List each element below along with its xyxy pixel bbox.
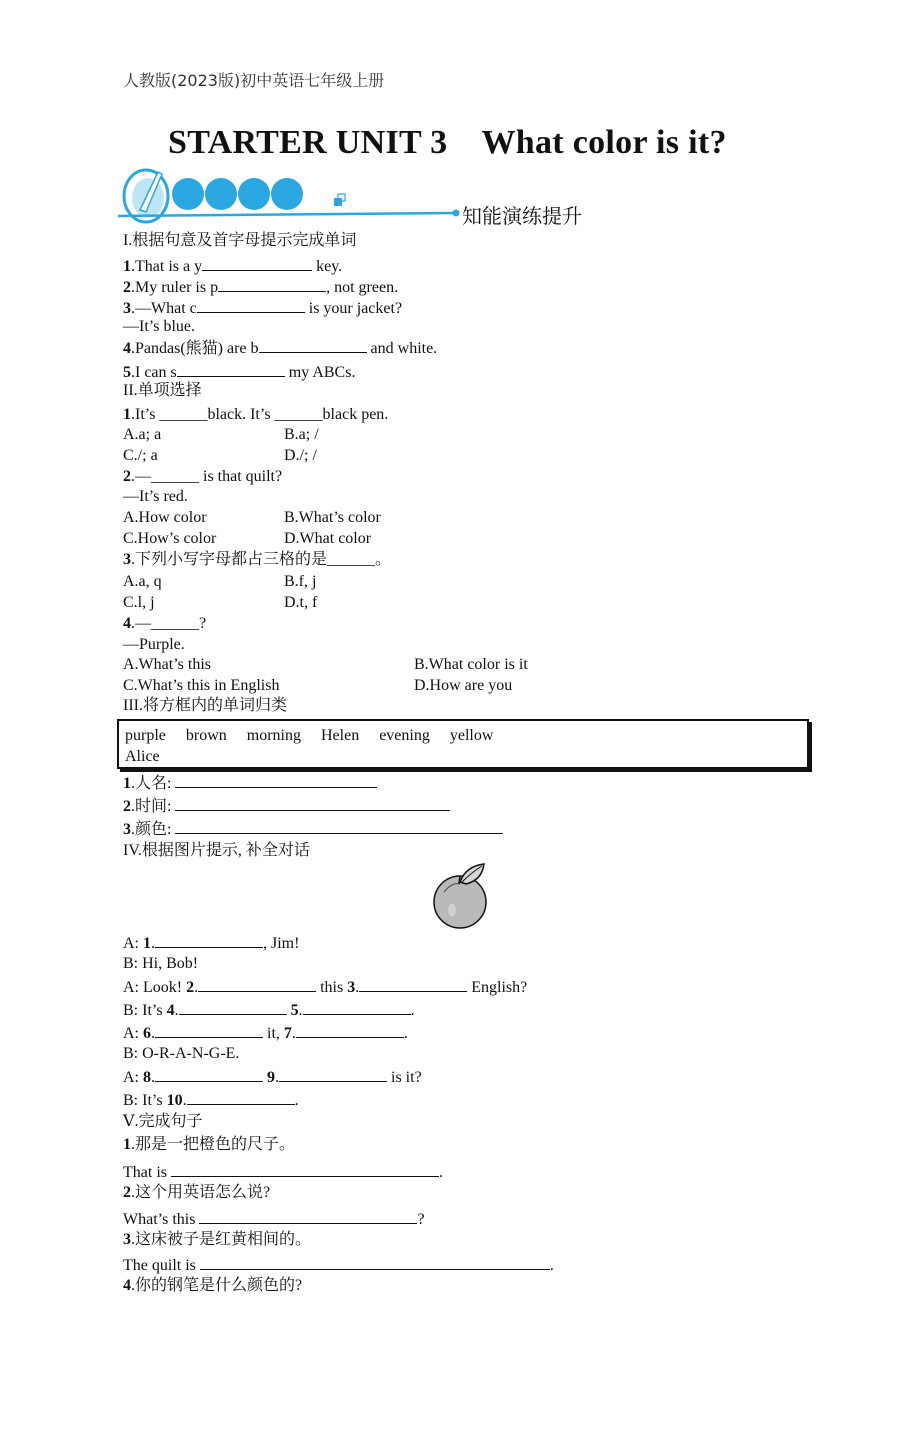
- s2-q2-option-b[interactable]: B.What’s color: [284, 509, 381, 526]
- banner-label: 知能演练提升: [462, 204, 582, 228]
- s2-q4: 4.—______?: [123, 615, 207, 632]
- dialog-blank-5[interactable]: [303, 999, 411, 1015]
- dialog-blank-1[interactable]: [155, 932, 263, 948]
- dialog-blank-6[interactable]: [155, 1022, 263, 1038]
- s2-q4-option-b[interactable]: B.What color is it: [414, 656, 528, 673]
- s2-q1-row1: [123, 425, 523, 445]
- page-title: [168, 124, 727, 162]
- word-item: morning: [246, 727, 301, 744]
- s2-q1-row2: [123, 446, 523, 466]
- s5-q3-en: The quilt is .: [123, 1254, 554, 1276]
- s1-q3-answer: —It’s blue.: [123, 318, 195, 335]
- orange-fruit-icon: [432, 862, 490, 930]
- s1-q1-blank[interactable]: [202, 255, 312, 271]
- header-note: 人教版(2023版)初中英语七年级上册: [123, 71, 385, 90]
- s2-q3-option-d[interactable]: D.t, f: [284, 594, 318, 611]
- s2-q1-option-a[interactable]: A.a; a: [123, 426, 162, 443]
- s1-q4-blank[interactable]: [259, 337, 367, 353]
- word-item: evening: [379, 727, 430, 744]
- s2-q2-option-c[interactable]: C.How’s color: [123, 530, 217, 547]
- s2-q2: 2.—______ is that quilt?: [123, 468, 283, 485]
- s5-q1-en: That is .: [123, 1161, 443, 1183]
- s3-c1: 1.人名:: [123, 772, 377, 794]
- s2-q1: 1.It’s ______black. It’s ______black pen.: [123, 406, 389, 423]
- banner-dot-2: [205, 178, 237, 210]
- s5-q2-en: What’s this ?: [123, 1208, 425, 1230]
- word-box: [117, 719, 809, 769]
- dialog-blank-7[interactable]: [296, 1022, 404, 1038]
- dialog-line-8: B: It’s 10. .: [123, 1089, 299, 1111]
- s1-q5-blank[interactable]: [177, 361, 285, 377]
- banner-line: [118, 213, 454, 216]
- dialog-blank-9[interactable]: [279, 1066, 387, 1082]
- dialog-blank-3[interactable]: [359, 976, 467, 992]
- s2-q1-option-d[interactable]: D./; /: [284, 447, 317, 464]
- s5-q3-cn: 3.这床被子是红黄相间的。: [123, 1231, 312, 1248]
- s2-q3-row2: [123, 593, 523, 613]
- s2-q3-option-c[interactable]: C.l, j: [123, 594, 155, 611]
- s2-q2-option-a[interactable]: A.How color: [123, 509, 207, 526]
- s2-q3-row1: [123, 572, 523, 592]
- s1-q2: 2.My ruler is p , not green.: [123, 276, 398, 298]
- s2-q4-row2: [123, 676, 623, 696]
- dialog-blank-4[interactable]: [179, 999, 287, 1015]
- s5-q2-cn: 2.这个用英语怎么说?: [123, 1184, 271, 1201]
- s2-q2-option-d[interactable]: D.What color: [284, 530, 372, 547]
- banner-dot-4: [271, 178, 303, 210]
- word-item: Helen: [320, 727, 360, 744]
- s3-c3: 3.颜色:: [123, 818, 503, 840]
- word-item: purple: [125, 727, 166, 744]
- s2-q4-row1: [123, 655, 623, 675]
- banner-dot-3: [238, 178, 270, 210]
- s1-q2-blank[interactable]: [218, 276, 326, 292]
- s5-q2-blank[interactable]: [199, 1208, 417, 1224]
- word-item: brown: [185, 727, 227, 744]
- s1-q3: 3.—What c is your jacket?: [123, 297, 402, 319]
- s2-q2-row2: [123, 529, 523, 549]
- section3-heading: III.将方框内的单词归类: [123, 697, 287, 714]
- s3-c1-blank[interactable]: [175, 772, 377, 788]
- banner-dot-1: [172, 178, 204, 210]
- s1-q5: 5.I can s my ABCs.: [123, 361, 355, 383]
- dialog-blank-2[interactable]: [198, 976, 316, 992]
- s2-q3: 3.下列小写字母都占三格的是______。: [123, 551, 392, 568]
- s2-q4-option-c[interactable]: C.What’s this in English: [123, 677, 280, 694]
- word-box-text: [125, 725, 513, 767]
- title-part2: What color is it?: [481, 124, 727, 161]
- s5-q4-cn: 4.你的钢笔是什么颜色的?: [123, 1277, 303, 1294]
- dialog-line-4: B: It’s 4. 5. .: [123, 999, 415, 1021]
- word-box-line2: Alice: [125, 748, 160, 765]
- s3-c2-blank[interactable]: [175, 795, 450, 811]
- s2-q3-option-a[interactable]: A.a, q: [123, 573, 162, 590]
- section5-heading: Ⅴ.完成句子: [123, 1113, 203, 1130]
- s5-q1-cn: 1.那是一把橙色的尺子。: [123, 1136, 296, 1153]
- s5-q3-blank[interactable]: [200, 1254, 550, 1270]
- word-item: yellow: [449, 727, 494, 744]
- dialog-blank-10[interactable]: [187, 1089, 295, 1105]
- s2-q4-option-d[interactable]: D.How are you: [414, 677, 513, 694]
- s2-q1-option-c[interactable]: C./; a: [123, 447, 158, 464]
- s3-c3-blank[interactable]: [175, 818, 503, 834]
- s1-q1: 1.That is a y key.: [123, 255, 342, 277]
- word-box-line1: [125, 725, 513, 746]
- section4-heading: IV.根据图片提示, 补全对话: [123, 842, 310, 859]
- dialog-line-3: A: Look! 2. this 3. English?: [123, 976, 527, 998]
- s2-q2-answer: —It’s red.: [123, 488, 188, 505]
- dialog-blank-8[interactable]: [155, 1066, 263, 1082]
- s5-q1-blank[interactable]: [171, 1161, 439, 1177]
- s2-q4-option-a[interactable]: A.What’s this: [123, 656, 211, 673]
- dialog-line-2: B: Hi, Bob!: [123, 955, 199, 972]
- dialog-line-5: A: 6. it, 7. .: [123, 1022, 408, 1044]
- dialog-line-1: A: 1. , Jim!: [123, 932, 299, 954]
- section1-heading: I.根据句意及首字母提示完成单词: [123, 232, 357, 249]
- s2-q4-answer: —Purple.: [123, 636, 185, 653]
- s1-q3-blank[interactable]: [197, 297, 305, 313]
- s2-q1-option-b[interactable]: B.a; /: [284, 426, 319, 443]
- dialog-line-6: B: O-R-A-N-G-E.: [123, 1045, 240, 1062]
- s2-q2-row1: [123, 508, 523, 528]
- banner-graphic: [118, 166, 468, 226]
- s3-c2: 2.时间:: [123, 795, 450, 817]
- section2-heading: II.单项选择: [123, 382, 202, 399]
- s2-q3-option-b[interactable]: B.f, j: [284, 573, 317, 590]
- dialog-line-7: A: 8. 9. is it?: [123, 1066, 422, 1088]
- title-part1: STARTER UNIT 3: [168, 124, 448, 161]
- s1-q4: 4.Pandas(熊猫) are b and white.: [123, 337, 437, 359]
